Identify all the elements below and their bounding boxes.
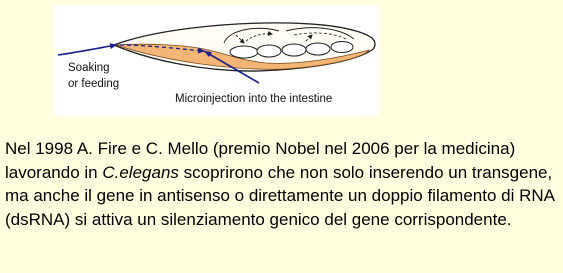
- egg: [230, 46, 258, 58]
- caption-part-1: Nel 1998 A. Fire e C. Mello (premio Nobel nel 2006 per la medicina) lavorando in: [5, 139, 516, 182]
- soaking-label: Soaking: [68, 62, 110, 74]
- species-name: C.elegans: [102, 162, 179, 182]
- egg: [306, 43, 330, 55]
- caption-part-2: scoprirono che non solo inserendo un transgene, ma anche il gene in antisenso o direttamente un doppio filamento di RNA (dsRNA) si attiva un silenziamento genico del gene corrispondente.: [5, 162, 555, 229]
- microinjection-label: Microinjection into the intestine: [175, 93, 333, 105]
- egg: [331, 42, 353, 53]
- egg: [257, 45, 281, 57]
- worm-diagram: [54, 5, 379, 116]
- egg: [282, 44, 306, 56]
- feeding-label: or feeding: [68, 78, 120, 90]
- soaking-arrow: [58, 45, 116, 55]
- caption-text: [5, 137, 559, 231]
